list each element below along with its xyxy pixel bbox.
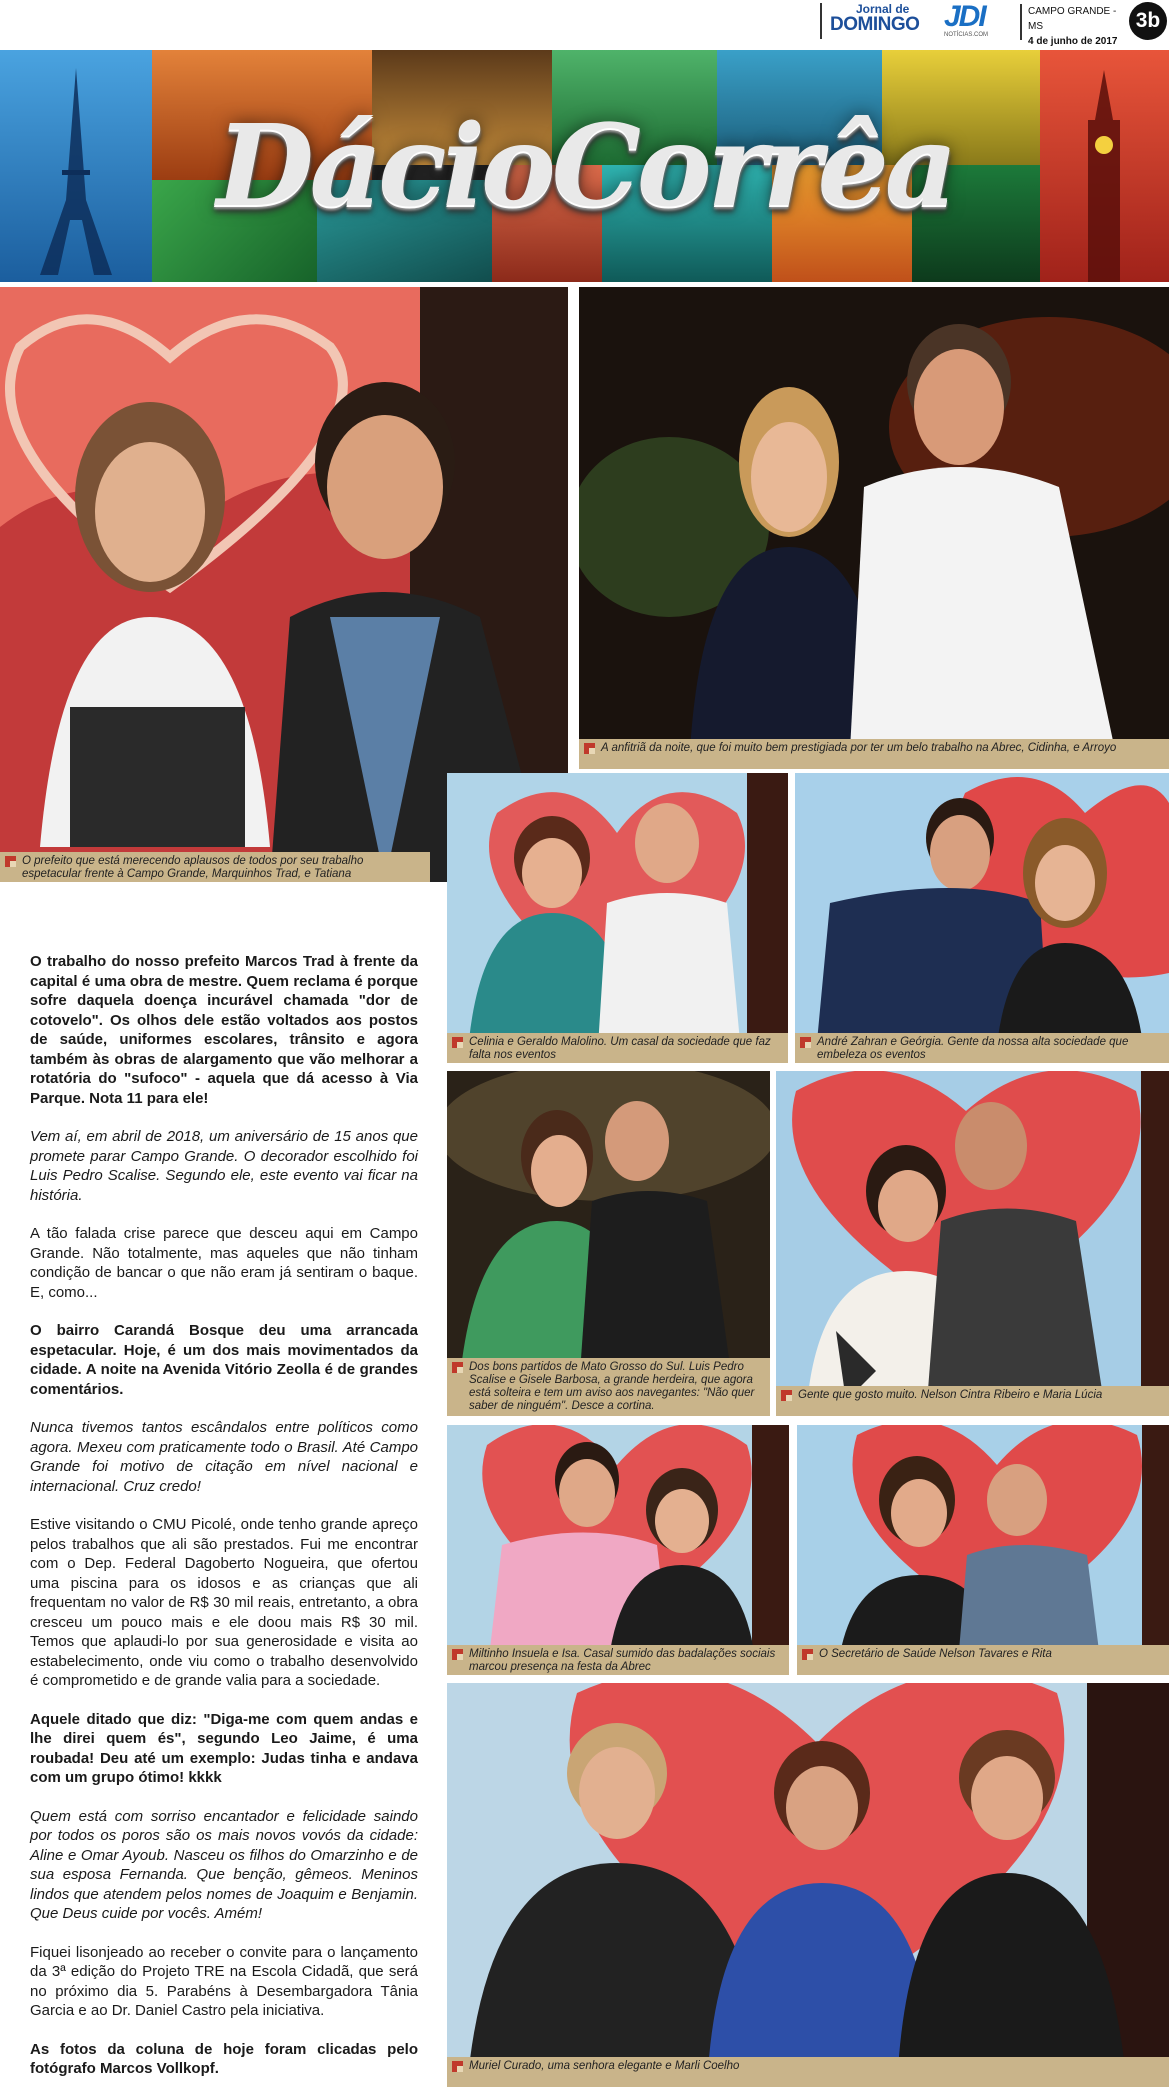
caption-text: A anfitriã da noite, que foi muito bem prestigiada por ter um belo trabalho na Abrec, Cidinha, e Arroyo — [601, 742, 1117, 754]
eiffel-tower-image — [0, 50, 152, 282]
jdi-logo[interactable] — [944, 2, 1018, 42]
photo-insuela-couple[interactable] — [447, 1425, 789, 1675]
jdi-sub: NOTÍCIAS.COM — [944, 32, 989, 38]
edition-meta — [1020, 4, 1124, 47]
caption-marker-icon — [452, 1362, 463, 1373]
article-paragraph: Aquele ditado que diz: "Diga-me com quem andas e lhe direi quem és", segundo Leo Jaime, é uma roubada! Deu até um exemplo: Judas tinha e andava com um grupo ótimo! kkkk — [30, 1710, 418, 1786]
photo-three-ladies-caption — [447, 2057, 1169, 2087]
caption-marker-icon — [5, 856, 16, 867]
photo-zahran-couple-caption — [795, 1033, 1169, 1063]
article-paragraph: As fotos da coluna de hoje foram clicadas pelo fotógrafo Marcos Vollkopf. — [30, 2040, 418, 2077]
date-text: 4 de junho de 2017 — [1028, 36, 1118, 47]
caption-text: André Zahran e Geórgia. Gente da nossa alta sociedade que embeleza os eventos — [817, 1036, 1129, 1061]
photo-insuela-couple-image — [447, 1425, 789, 1675]
photo-tavares-couple[interactable] — [797, 1425, 1169, 1675]
photo-malolino-couple[interactable] — [447, 773, 788, 1063]
masthead — [0, 0, 1169, 48]
caption-text: Miltinho Insuela e Isa. Casal sumido das badalações sociais marcou presença na festa da Abrec — [469, 1648, 776, 1673]
caption-marker-icon — [584, 743, 595, 754]
caption-text: O Secretário de Saúde Nelson Tavares e Rita — [819, 1648, 1052, 1660]
photo-three-ladies[interactable] — [447, 1683, 1169, 2087]
photo-hostess-couple[interactable] — [579, 287, 1169, 769]
photo-three-ladies-image — [447, 1683, 1169, 2087]
photo-tavares-couple-caption — [797, 1645, 1169, 1675]
photo-scalise-barbosa[interactable] — [447, 1071, 770, 1416]
article-paragraph: O trabalho do nosso prefeito Marcos Trad à frente da capital é uma obra de mestre. Quem reclama é porque sofre daquela doença incurável chamada "dor de cotovelo". Os olhos dele estão voltados aos postos de saúde, uniformes escolares, trânsito e agora também às obras de alargamento que vão melhorar a rotatória do "sufoco" - aquela que dá acesso à Via Parque. Nota 11 para ele! — [30, 953, 418, 1107]
photo-zahran-couple-image — [795, 773, 1169, 1063]
photo-mayor-couple-caption — [0, 852, 430, 882]
article-paragraph: Nunca tivemos tantos escândalos entre políticos como agora. Mexeu com praticamente todo o Brasil. Até Campo Grande foi motivo de citação em nível nacional e internacional. Cruz credo! — [30, 1419, 418, 1495]
location-text: CAMPO GRANDE - MS — [1028, 6, 1117, 32]
article-paragraph: Vem aí, em abril de 2018, um aniversário de 15 anos que promete parar Campo Grande. O decorador escolhido foi Luis Pedro Scalise. Segundo ele, este evento vai ficar na história. — [30, 1128, 418, 1204]
caption-marker-icon — [781, 1390, 792, 1401]
photo-cintra-ribeiro[interactable] — [776, 1071, 1169, 1416]
caption-text: Muriel Curado, uma senhora elegante e Marli Coelho — [469, 2060, 740, 2072]
column-article — [30, 952, 418, 2087]
logo-big-text: DOMINGO — [830, 14, 920, 35]
article-paragraph: Fiquei lisonjeado ao receber o convite para o lançamento da 3ª edição do Projeto TRE na Escola Cidadã, que será no próximo dia 5. Parabéns à Desembargadora Tânia Garcia e ao Dr. Daniel Castro pela iniciativa. — [30, 1943, 418, 2019]
big-ben-image — [1040, 50, 1169, 282]
caption-text: Celinia e Geraldo Malolino. Um casal da sociedade que faz falta nos eventos — [469, 1036, 771, 1061]
caption-marker-icon — [452, 1649, 463, 1660]
photo-insuela-couple-caption — [447, 1645, 789, 1675]
caption-marker-icon — [800, 1037, 811, 1048]
jornal-de-domingo-logo[interactable] — [820, 3, 940, 39]
article-paragraph: O bairro Carandá Bosque deu uma arrancada espetacular. Hoje, é um dos mais movimentados da cidade. A noite na Avenida Vitório Zeolla é de grandes comentários. — [30, 1322, 418, 1398]
photo-tavares-couple-image — [797, 1425, 1169, 1675]
page-number-badge: 3b — [1129, 2, 1167, 40]
caption-text: Dos bons partidos de Mato Grosso do Sul. Luis Pedro Scalise e Gisele Barbosa, a grande herdeira, que agora está solteira e tem um aviso aos navegantes: "Não quer saber de ninguém". Desce a cortina. — [469, 1361, 755, 1412]
photo-zahran-couple[interactable] — [795, 773, 1169, 1063]
photo-hostess-couple-image — [579, 287, 1169, 769]
caption-marker-icon — [452, 2061, 463, 2072]
logo-small-text: Jornal de — [856, 2, 910, 16]
article-paragraph: A tão falada crise parece que desceu aqui em Campo Grande. Não totalmente, mas aqueles que não tinham condição de bancar o que não eram já sentiram o baque. E, como... — [30, 1225, 418, 1301]
caption-text: Gente que gosto muito. Nelson Cintra Ribeiro e Maria Lúcia — [798, 1389, 1103, 1401]
column-title: DácioCorrêa — [216, 101, 954, 232]
photo-hostess-couple-caption — [579, 739, 1169, 769]
photo-malolino-couple-caption — [447, 1033, 788, 1063]
photo-malolino-couple-image — [447, 773, 788, 1063]
photo-cintra-ribeiro-image — [776, 1071, 1169, 1416]
caption-marker-icon — [452, 1037, 463, 1048]
photo-cintra-ribeiro-caption — [776, 1386, 1169, 1416]
caption-text: O prefeito que está merecendo aplausos de todos por seu trabalho espetacular frente à Campo Grande, Marquinhos Trad, e Tatiana — [22, 855, 364, 880]
photo-scalise-barbosa-caption — [447, 1358, 770, 1416]
jdi-mark: JDI — [944, 0, 985, 33]
column-banner — [0, 50, 1169, 282]
article-paragraph: Quem está com sorriso encantador e felicidade saindo por todos os poros são os mais novos vovós da cidade: Aline e Omar Ayoub. Nasceu os filhos do Omarzinho e de sua esposa Fernanda. Que benção, gêmeos. Meninos lindos que atendem pelos nomes de Joaquim e Benjamin. Que Deus cuide por vocês. Amém! — [30, 1807, 418, 1922]
article-paragraph: Estive visitando o CMU Picolé, onde tenho grande apreço pelos trabalhos que ali são prestados. Fui me encontrar com o Dep. Federal Dagoberto Nogueira, que ofertou uma piscina para os idosos e as crianças que ali frequentam no valor de R$ 30 mil reais, entretanto, a obra cresceu um pouco mais e ele doou mais R$ 30 mil. Temos que aplaudi-lo por sua generosidade e visita ao estabelecimento, onde viu como o trabalho desenvolvido é comprometido e de grande valia para a sociedade. — [30, 1516, 418, 1689]
caption-marker-icon — [802, 1649, 813, 1660]
